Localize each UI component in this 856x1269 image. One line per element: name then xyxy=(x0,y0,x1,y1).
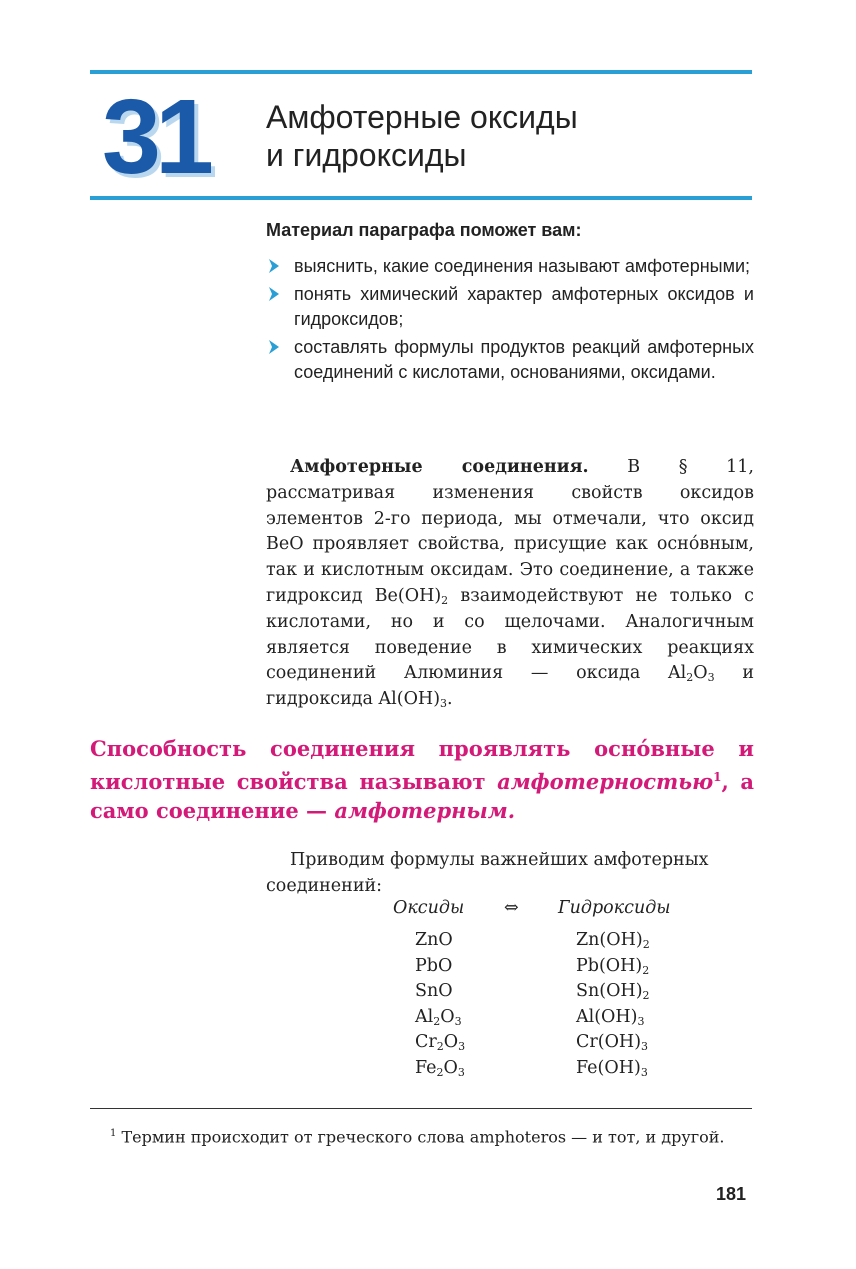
formulas-intro: Приводим формулы важнейших амфотерных соединений: xyxy=(266,850,709,896)
goal-text: составлять формулы продуктов реакций амфотерных соединений с кислотами, основаниями, оксидами. xyxy=(294,337,754,382)
footnote-text: Термин происходит от греческого слова amphoteros — и тот, и другой. xyxy=(116,1127,725,1147)
hydroxide-formula xyxy=(576,981,650,1001)
formula-part: Sn(OH) xyxy=(576,981,643,1002)
oxide-formula xyxy=(415,1058,465,1078)
goals-list xyxy=(266,254,754,388)
subscript: 3 xyxy=(458,1040,466,1054)
hydroxide-formula xyxy=(576,930,650,950)
subscript: 3 xyxy=(440,697,448,711)
chevron-right-icon xyxy=(266,339,282,355)
footnote-number: 1 xyxy=(110,1128,117,1139)
definition-text: Способность соединения проявлять оснóвные и кислотные свойства называют xyxy=(90,736,754,794)
subscript: 2 xyxy=(436,1066,444,1079)
body-text: O xyxy=(693,663,708,684)
chevron-right-icon xyxy=(266,286,282,302)
hydroxide-formula xyxy=(576,956,649,976)
oxide-formula xyxy=(415,981,453,1001)
formula-part: Al xyxy=(415,1006,434,1027)
top-rule xyxy=(90,70,752,74)
subscript: 3 xyxy=(457,1066,465,1079)
hydroxide-formula xyxy=(576,1032,648,1052)
definition-term: амфотерным. xyxy=(334,798,516,823)
section-lead: Амфотерные соединения. xyxy=(290,457,589,477)
formula-part: Pb(OH) xyxy=(576,955,643,976)
goal-text: понять химический характер амфотерных оксидов и гидроксидов; xyxy=(294,284,754,329)
paragraph-title xyxy=(266,98,746,174)
footnote-rule xyxy=(90,1108,752,1109)
goal-text: выяснить, какие соединения называют амфотерными; xyxy=(294,256,751,276)
subscript: 3 xyxy=(454,1014,462,1028)
formula-part: Cr xyxy=(415,1032,437,1053)
formula-part: Cr(OH) xyxy=(576,1032,642,1053)
title-line-1: Амфотерные оксиды xyxy=(266,99,578,135)
subscript: 2 xyxy=(642,963,650,977)
formula-part: O xyxy=(440,1006,455,1027)
body-text: В § 11, рассматривая изменения свойств оксидов элементов 2-го периода, мы отмечали, что оксид BeO проявляет свойства, присущие как оснóвным, так и кислотным оксидам. Это соединение, а также гидроксид Be(OH) xyxy=(266,457,754,606)
goal-item xyxy=(266,254,754,279)
subscript: 2 xyxy=(441,593,449,607)
goals-heading: Материал параграфа поможет вам: xyxy=(266,220,582,240)
formula-part: Fe xyxy=(415,1058,437,1078)
formula-part: O xyxy=(443,1032,459,1053)
oxide-formula xyxy=(415,930,453,950)
body-paragraph xyxy=(266,455,754,713)
hydroxide-formula xyxy=(576,1058,648,1078)
oxide-formula xyxy=(415,1032,465,1052)
goal-item xyxy=(266,335,754,385)
equivalence-arrow: ⇔ xyxy=(504,898,519,918)
title-line-2: и гидроксиды xyxy=(266,137,467,173)
paragraph-number: 31 xyxy=(102,78,208,196)
definition-term: амфотерностью xyxy=(497,769,714,794)
footnote-mark: 1 xyxy=(713,770,722,784)
footnote xyxy=(90,1122,754,1148)
subscript: 2 xyxy=(642,938,650,951)
subscript: 2 xyxy=(642,989,650,1003)
column-header-hydroxides: Гидроксиды xyxy=(558,898,671,918)
formula-part: Zn(OH) xyxy=(576,930,643,950)
formula-part: Al(OH) xyxy=(576,1006,638,1027)
subscript: 2 xyxy=(436,1040,444,1054)
formula-part: SnO xyxy=(415,981,453,1002)
subscript: 3 xyxy=(637,1014,645,1028)
subscript: 3 xyxy=(707,671,715,685)
subscript: 3 xyxy=(641,1040,649,1054)
hydroxide-formula xyxy=(576,1007,645,1027)
body-text: взаимодействуют не только с кислотами, но и со щелочами. Аналогичным является поведение в химических реакциях соединений Алюминия — оксида Al xyxy=(266,585,754,684)
goal-item xyxy=(266,282,754,332)
title-bottom-rule xyxy=(90,196,752,200)
body-text: . xyxy=(447,689,453,710)
formula-part: O xyxy=(443,1058,458,1078)
formula-part: Fe(OH) xyxy=(576,1058,641,1078)
page-number: 181 xyxy=(716,1184,747,1204)
chevron-right-icon xyxy=(266,258,282,274)
body-text: и гидроксида Al(OH) xyxy=(266,663,754,710)
definition-block xyxy=(90,734,754,825)
subscript: 2 xyxy=(433,1014,441,1028)
subscript: 3 xyxy=(640,1066,648,1079)
definition-text: , а само соединение — xyxy=(90,769,754,823)
column-header-oxides: Оксиды xyxy=(393,898,465,918)
formula-part: ZnO xyxy=(415,930,453,950)
oxide-formula xyxy=(415,956,452,976)
formula-part: PbO xyxy=(415,955,453,976)
subscript: 2 xyxy=(686,671,694,685)
oxide-formula xyxy=(415,1007,462,1027)
